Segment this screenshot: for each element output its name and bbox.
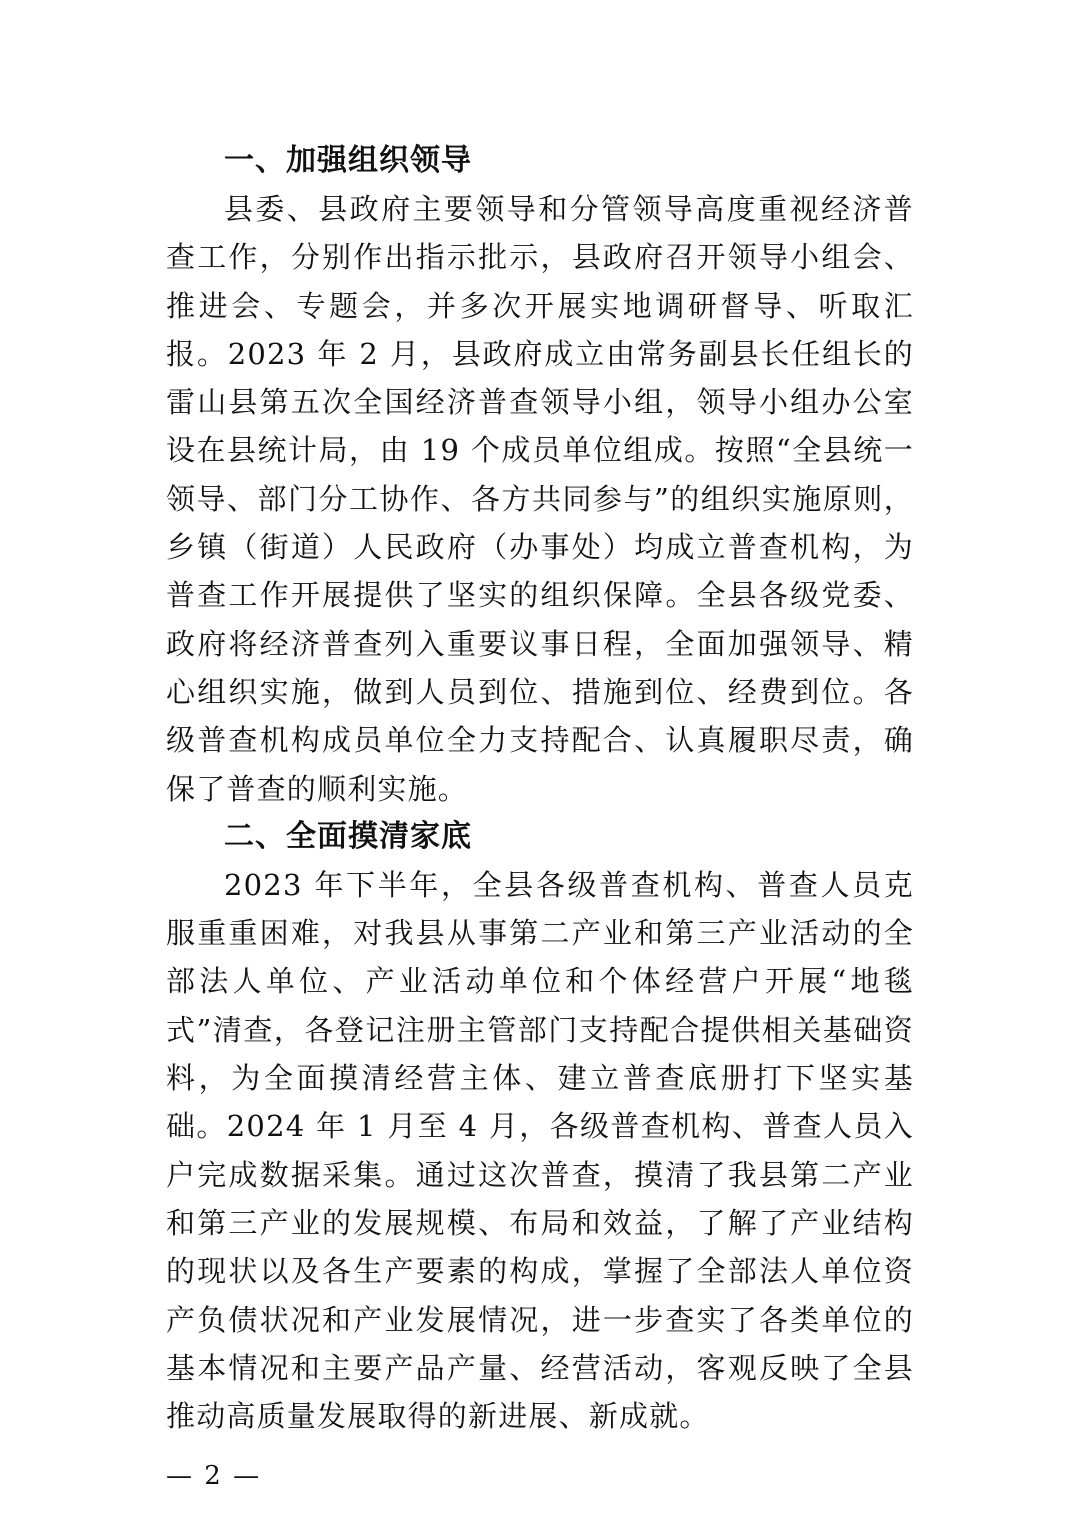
page-number: — 2 — xyxy=(166,1461,262,1491)
document-body xyxy=(166,137,914,1440)
section-heading-1: 一、加强组织领导 xyxy=(224,143,472,178)
section-paragraph-2: 2023 年下半年，全县各级普查机构、普查人员克服重重困难，对我县从事第二产业和第三产业活动的全部法人单位、产业活动单位和个体经营户开展“地毯式”清查，各登记注册主管部门支持配合提供相关基础资料，为全面摸清经营主体、建立普查底册打下坚实基础。2024 年 1 月至 4 月，各级普查机构、普查人员入户完成数据采集。通过这次普查，摸清了我县第二产业和第三产业的发展规模、布局和效益，了解了产业结构的现状以及各生产要素的构成，掌握了全部法人单位资产负债状况和产业发展情况，进一步查实了各类单位的基本情况和主要产品产量、经营活动，客观反映了全县推动高质量发展取得的新进展、新成就。 xyxy=(166,867,914,1434)
section-paragraph-1: 县委、县政府主要领导和分管领导高度重视经济普查工作，分别作出指示批示，县政府召开领导小组会、推进会、专题会，并多次开展实地调研督导、听取汇报。2023 年 2 月，县政府成立由常务副县长任组长的雷山县第五次全国经济普查领导小组，领导小组办公室设在县统计局，由 19 个成员单位组成。按照“全县统一领导、部门分工协作、各方共同参与”的组织实施原则，乡镇（街道）人民政府（办事处）均成立普查机构，为普查工作开展提供了坚实的组织保障。全县各级党委、政府将经济普查列入重要议事日程，全面加强领导、精心组织实施，做到人员到位、措施到位、经费到位。各级普查机构成员单位全力支持配合、认真履职尽责，确保了普查的顺利实施。 xyxy=(166,192,914,806)
section-heading-2: 二、全面摸清家底 xyxy=(224,818,472,854)
